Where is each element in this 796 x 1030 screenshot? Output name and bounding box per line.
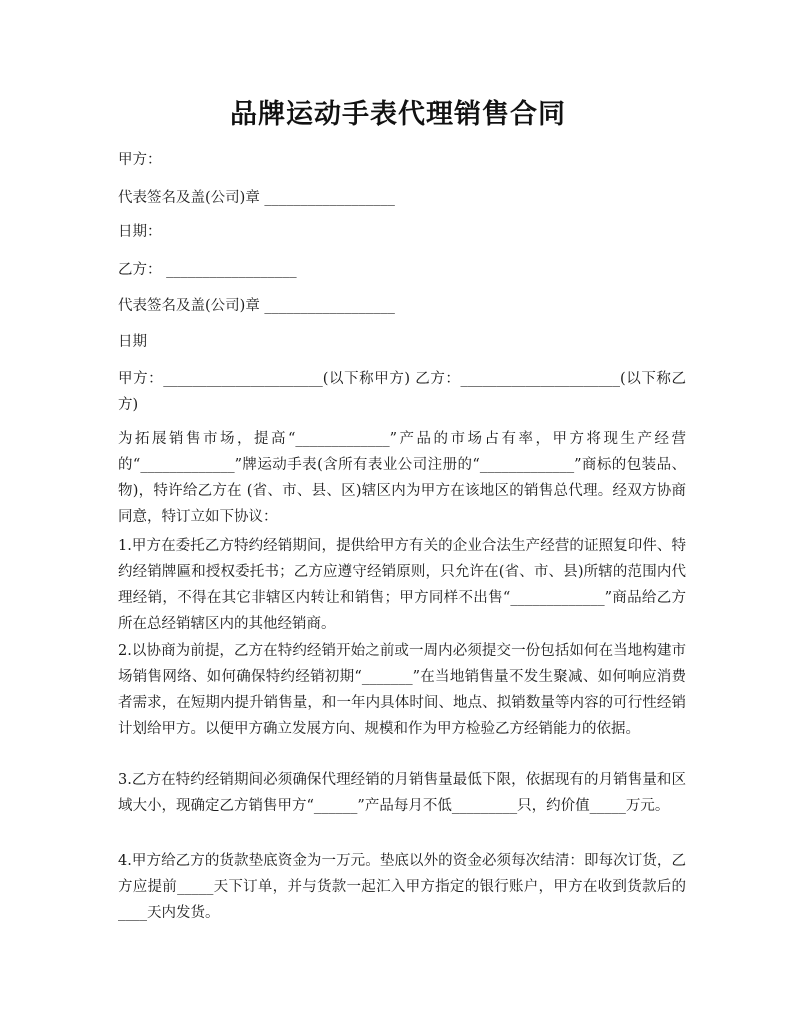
party-a-date: 日期：: [118, 224, 162, 240]
party-a-label: 甲方：: [118, 152, 162, 168]
party-a-representative-signature: 代表签名及盖(公司)章 __________________: [118, 190, 395, 206]
clause-4-paragraph: 4.甲方给乙方的货款垫底资金为一万元。垫底以外的资金必须每次结清：即每次订货，乙方应提前_____天下订单，并与货款一起汇入甲方指定的银行账户，甲方在收到货款后的____天内发货。: [118, 853, 686, 921]
parties-definition: 甲方：______________________(以下称甲方) 乙方：______________________(以下称乙方): [118, 371, 686, 413]
clause-2-paragraph: 2.以协商为前提，乙方在特约经销开始之前或一周内必须提交一份包括如何在当地构建市场销售网络、如何确保特约经销初期“_______”在当地销售量不发生聚减、如何响应消费者需求，在短期内提升销售量，和一年内具体时间、地点、拟销数量等内容的可行性经销计划给甲方。以便甲方确立发展方向、规模和作为甲方检验乙方经销能力的依据。: [118, 643, 686, 737]
clause-1-paragraph: 1.甲方在委托乙方特约经销期间，提供给甲方有关的企业合法生产经营的证照复印件、特约经销牌匾和授权委托书；乙方应遵守经销原则，只允许在(省、市、县)所辖的范围内代理经销，不得在其它非辖区内转让和销售；甲方同样不出售“_____________”商品给乙方所在总经销辖区内的其他经销商。: [118, 538, 686, 632]
preamble-paragraph: 为拓展销售市场，提高“_____________”产品的市场占有率，甲方将现生产经营的“_____________”牌运动手表(含所有表业公司注册的“_____________”商标的包装品、物)，特许给乙方在 (省、市、县、区)辖区内为甲方在该地区的销售总代理。经双方协商同意，特订立如下协议：: [118, 431, 686, 525]
party-b-date: 日期: [118, 334, 147, 350]
party-b-label: 乙方： __________________: [118, 262, 297, 278]
document-title: 品牌运动手表代理销售合同: [230, 99, 566, 130]
clause-3-paragraph: 3.乙方在特约经销期间必须确保代理经销的月销售量最低下限，依据现有的月销售量和区域大小，现确定乙方销售甲方“______”产品每月不低_________只，约价值_____万元。: [118, 772, 686, 814]
party-b-representative-signature: 代表签名及盖(公司)章 __________________: [118, 298, 395, 314]
